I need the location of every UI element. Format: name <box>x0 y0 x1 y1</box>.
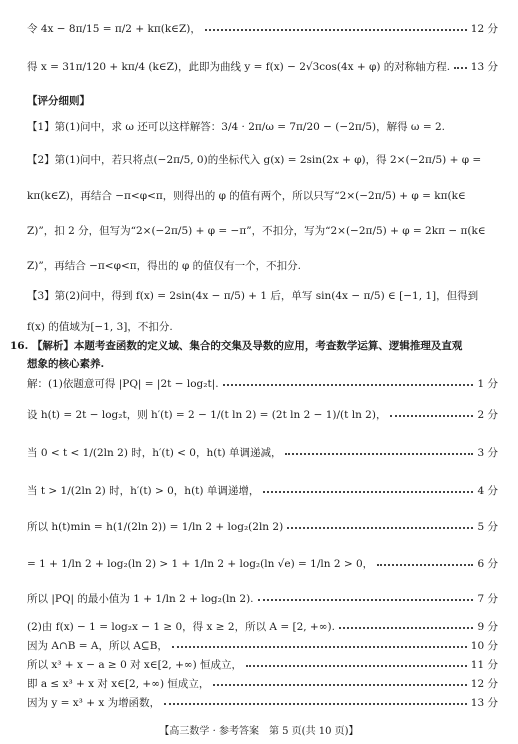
step-text: 所以 |PQ| 的最小值为 1 + 1/ln 2 + log₂(ln 2). <box>27 593 254 605</box>
step-text: 因为 A∩B = A，所以 A⊆B， <box>27 640 168 652</box>
solution-step <box>27 677 498 691</box>
rule-line: 【3】第(2)问中，得到 f(x) = 2sin(4x − π/5) + 1 后，单写 sin(4x − π/5) ∈ [−1, 1]，但得到 <box>27 290 479 302</box>
score-label: 11 分 <box>470 659 498 671</box>
solution-line <box>27 60 498 74</box>
grading-title: 【评分细则】 <box>27 95 90 107</box>
dot-leader <box>246 665 467 667</box>
solution-step <box>27 408 498 422</box>
question-analysis: 【解析】本题考查函数的定义域、集合的交集及导数的应用，考查数学运算、逻辑推理及直观 <box>31 340 463 352</box>
dot-leader <box>454 67 467 69</box>
step-text: 所以 h(t)min = h(1/(2ln 2)) = 1/ln 2 + log₂(2ln 2) <box>27 521 284 533</box>
solution-step <box>27 639 498 653</box>
solution-step <box>27 557 498 571</box>
dot-leader <box>223 384 474 386</box>
score-label: 1 分 <box>477 378 498 390</box>
solution-step <box>27 696 498 710</box>
step-text: 设 h(t) = 2t − log₂t，则 h′(t) = 2 − 1/(t ln 2) = (2t ln 2 − 1)/(t ln 2)， <box>27 409 387 421</box>
score-label: 4 分 <box>477 485 498 497</box>
question-header <box>10 339 498 353</box>
solution-step <box>27 446 498 460</box>
rule-line: kπ(k∈Z)，再结合 −π<φ<π，则得出的 φ 的值有两个，所以只写“2×(−2π/5) + φ = kπ(k∈ <box>27 190 466 202</box>
step-text: 当 t > 1/(2ln 2) 时，h′(t) > 0，h(t) 单调递增， <box>27 485 260 497</box>
step-text: 即 a ≤ x³ + x 对 x∈[2, +∞) 恒成立， <box>27 678 210 690</box>
dot-leader <box>213 684 466 686</box>
step-text: 当 0 < t < 1/(2ln 2) 时，h′(t) < 0，h(t) 单调递减， <box>27 447 282 459</box>
dot-leader <box>172 646 467 648</box>
rule-line: Z)”，扣 2 分，但写为“2×(−2π/5) + φ = −π”，不扣分，写为“2×(−2π/5) + φ = 2kπ − π(k∈ <box>27 225 486 237</box>
score-label: 7 分 <box>477 593 498 605</box>
score-label: 12 分 <box>470 678 498 690</box>
step-text: (2)由 f(x) − 1 = log₂x − 1 ≥ 0，得 x ≥ 2，所以 A = [2, +∞). <box>27 621 335 633</box>
line-text: 得 x = 31π/120 + kπ/4 (k∈Z)，此即为曲线 y = f(x) − 2√3cos(4x + φ) 的对称轴方程. <box>27 61 451 73</box>
dot-leader <box>377 564 473 566</box>
score-label: 9 分 <box>477 621 498 633</box>
dot-leader <box>263 491 473 493</box>
score-label: 10 分 <box>470 640 498 652</box>
score-label: 13 分 <box>470 697 498 709</box>
line-text: 令 4x − 8π/15 = π/2 + kπ(k∈Z)， <box>27 23 201 35</box>
question-number: 16. <box>10 340 29 352</box>
score-label: 3 分 <box>477 447 498 459</box>
step-text: 解：(1)依题意可得 |PQ| = |2t − log₂t|. <box>27 378 219 390</box>
solution-step <box>27 592 498 606</box>
rule-line: 【1】第(1)问中，求 ω 还可以这样解答：3/4 · 2π/ω = 7π/20 − (−2π/5)，解得 ω = 2. <box>27 121 445 133</box>
step-text: 因为 y = x³ + x 为增函数， <box>27 697 161 709</box>
dot-leader <box>339 627 474 629</box>
score-label: 12 分 <box>470 23 498 35</box>
question-header-cont: 想象的核心素养. <box>27 358 105 370</box>
solution-line <box>27 22 498 36</box>
score-label: 13 分 <box>470 61 498 73</box>
score-label: 2 分 <box>477 409 498 421</box>
score-label: 5 分 <box>477 521 498 533</box>
solution-step <box>27 484 498 498</box>
rule-line: f(x) 的值域为[−1, 3]，不扣分. <box>27 321 173 333</box>
step-text: = 1 + 1/ln 2 + log₂(ln 2) > 1 + 1/ln 2 + log₂(ln √e) = 1/ln 2 > 0， <box>27 558 374 570</box>
rule-line: Z)”，再结合 −π<φ<π，得出的 φ 的值仅有一个，不扣分. <box>27 260 302 272</box>
solution-step <box>27 658 498 672</box>
dot-leader <box>285 453 473 455</box>
page-footer: 【高三数学 · 参考答案 第 5 页(共 10 页)】 <box>159 726 359 737</box>
step-text: 所以 x³ + x − a ≥ 0 对 x∈[2, +∞) 恒成立， <box>27 659 243 671</box>
dot-leader <box>287 527 473 529</box>
dot-leader <box>390 415 473 417</box>
solution-step <box>27 520 498 534</box>
solution-step <box>27 620 498 634</box>
rule-line: 【2】第(1)问中，若只将点(−2π/5, 0)的坐标代入 g(x) = 2sin(2x + φ)，得 2×(−2π/5) + φ = <box>27 154 482 166</box>
dot-leader <box>258 599 474 601</box>
dot-leader <box>205 29 467 31</box>
dot-leader <box>164 703 467 705</box>
score-label: 6 分 <box>477 558 498 570</box>
solution-step <box>27 377 498 391</box>
